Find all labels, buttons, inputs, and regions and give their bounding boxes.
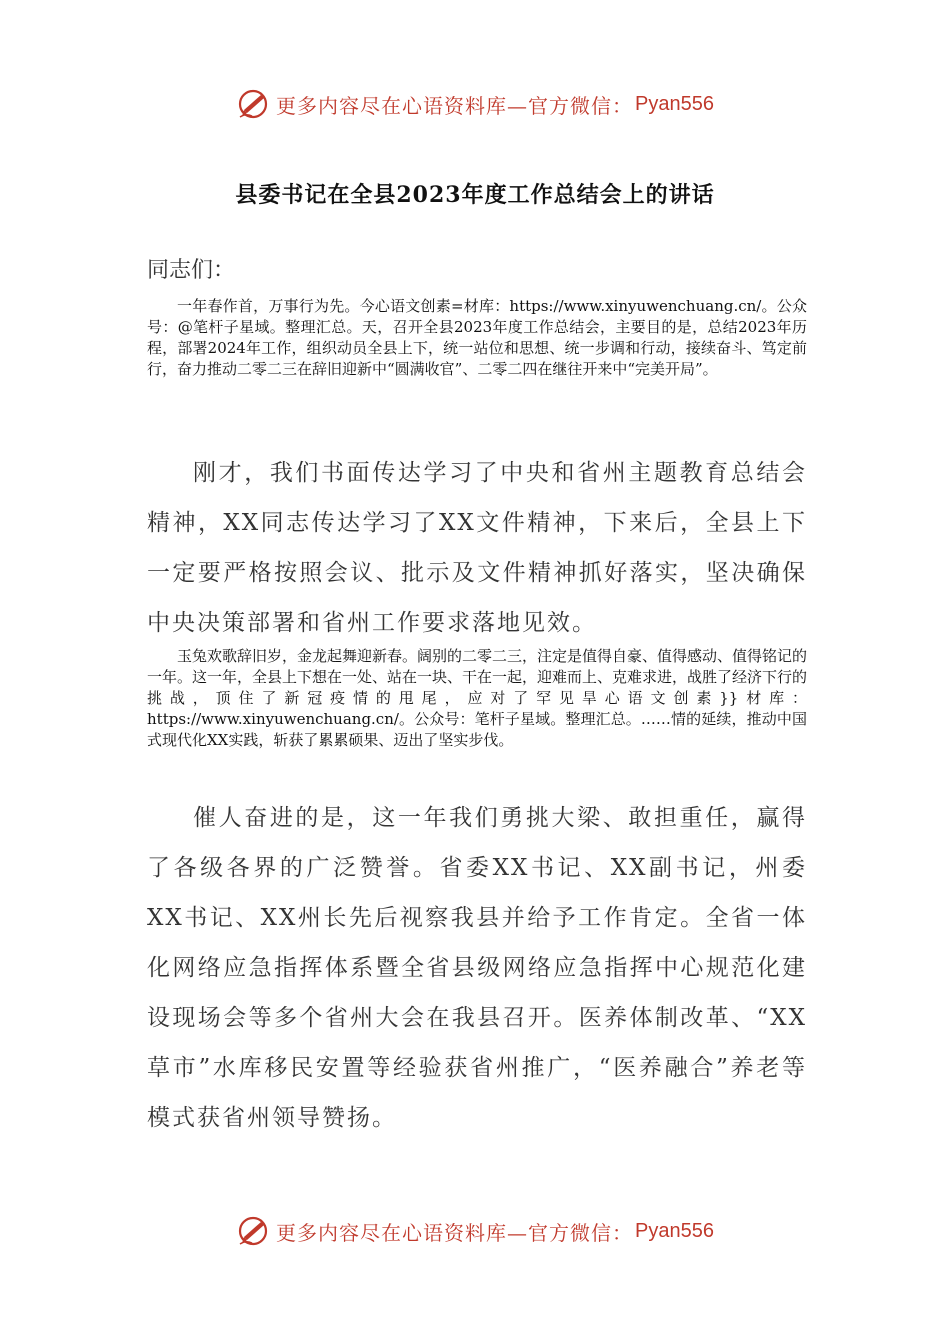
- wechat-id: Pyan556: [635, 1219, 714, 1242]
- paragraph-1: 一年春作首，万事行为先。今心语文创素=材库：https://www.xinyuwenchuang.cn/。公众号：@笔杆子星域。整理汇总。天，召开全县2023年度工作总结会，主要目的是，总结2023年历程，部署2024年工作，组织动员全县上下，统一站位和思想、统一步调和行动，接续奋斗、笃定前行，奋力推动二零二三在辞旧迎新中“圆满收官”、二零二四在继往开来中“完美开局”。: [147, 297, 807, 378]
- wechat-id: Pyan556: [635, 92, 714, 115]
- footer-banner: [0, 1211, 950, 1251]
- pen-logo-icon: [236, 1213, 272, 1249]
- header-banner: [0, 84, 950, 124]
- pen-logo-icon: [236, 86, 272, 122]
- paragraph-2: 刚才，我们书面传达学习了中央和省州主题教育总结会精神，XX同志传达学习了XX文件精神，下来后，全县上下一定要严格按照会议、批示及文件精神抓好落实，坚决确保中央决策部署和省州工作要求落地见效。: [147, 460, 807, 636]
- paragraph-3: 玉兔欢歌辞旧岁，金龙起舞迎新春。阔别的二零二三，注定是值得自豪、值得感动、值得铭记的一年。这一年，全县上下想在一处、站在一块、干在一起，迎难而上、克难求进，战胜了经济下行的挑战，顶住了新冠疫情的甩尾，应对了罕见旱心语文创素}}材库：https://www.xinyuwenchuang.cn/。公众号：笔杆子星域。整理汇总。……情的延续，推动中国式现代化XX实践，斩获了累累硕果、迈出了坚实步伐。: [147, 647, 808, 749]
- document-title: 县委书记在全县2023年度工作总结会上的讲话: [235, 182, 715, 208]
- salutation: 同志们：: [147, 258, 236, 283]
- paragraph-4: 催人奋进的是，这一年我们勇挑大梁、敢担重任，赢得了各级各界的广泛赞誉。省委XX书记、XX副书记，州委XX书记、XX州长先后视察我县并给予工作肯定。全省一体化网络应急指挥体系暨全省县级网络应急指挥中心规范化建设现场会等多个省州大会在我县召开。医养体制改革、“XX草市”水库移民安置等经验获省州推广，“医养融合”养老等模式获省州领导赞扬。: [147, 805, 807, 1131]
- banner-text: 更多内容尽在心语资料库—官方微信：: [276, 1220, 634, 1245]
- banner-text: 更多内容尽在心语资料库—官方微信：: [276, 93, 634, 118]
